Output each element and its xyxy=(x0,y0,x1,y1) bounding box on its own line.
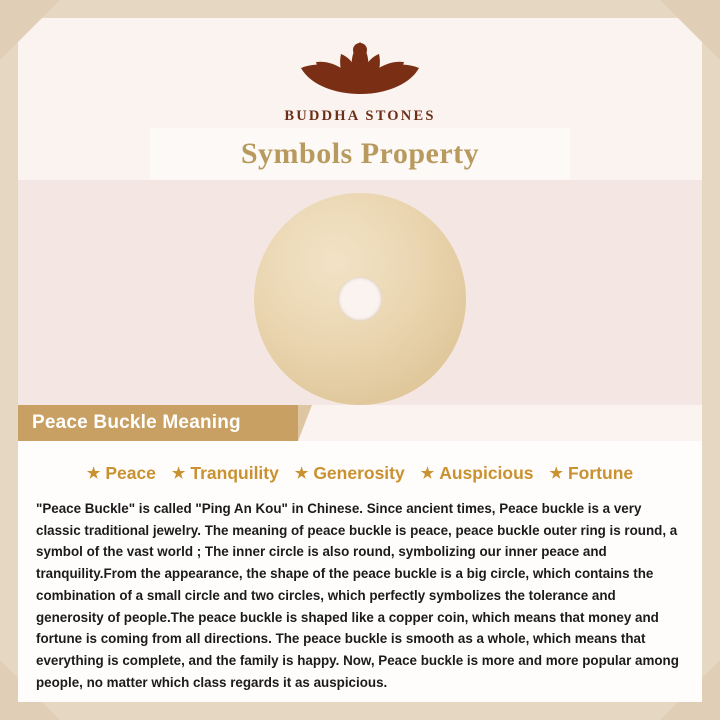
star-icon: ★ xyxy=(294,465,309,482)
keyword-item xyxy=(172,463,279,484)
keyword-item xyxy=(421,463,534,484)
brand-name: BUDDHA STONES xyxy=(284,108,436,124)
page-title: Symbols Property xyxy=(240,137,480,170)
brand-logo-block xyxy=(0,24,720,125)
star-icon: ★ xyxy=(420,465,435,482)
keyword-label: Fortune xyxy=(567,463,634,483)
peace-buckle-disc-icon xyxy=(254,193,466,405)
peace-buckle-inner-hole xyxy=(338,277,382,321)
content-area xyxy=(18,441,702,702)
star-icon: ★ xyxy=(171,465,186,482)
star-icon: ★ xyxy=(86,465,101,482)
section-header-bar xyxy=(18,405,298,441)
keyword-list xyxy=(36,463,684,484)
keyword-label: Peace xyxy=(105,463,156,483)
keyword-item xyxy=(87,463,156,484)
keyword-label: Auspicious xyxy=(439,463,534,483)
page-title-band xyxy=(150,128,570,180)
section-header-tail xyxy=(298,405,312,441)
description-paragraph: "Peace Buckle" is called "Ping An Kou" in Chinese. Since ancient times, Peace buckle is a very classic traditional jewelry. The meaning of peace buckle is peace, peace buckle outer ring is round, a symbol of the vast world ; The inner circle is also round, symbolizing our inner peace and tranquility.From the appearance, the shape of the peace buckle is a big circle, which contains the combination of a small circle and two circles, which perfectly symbolizes the tolerance and generosity of people.The peace buckle is shaped like a copper coin, which means that money and fortune is coming from all directions. The peace buckle is smooth as a whole, which means that everything is complete, and the family is happy. Now, Peace buckle is more and more popular among people, no matter which class regards it as auspicious. xyxy=(36,501,679,690)
keyword-item xyxy=(550,463,634,484)
keyword-label: Tranquility xyxy=(190,463,279,483)
keyword-item xyxy=(295,463,405,484)
lotus-meditation-icon xyxy=(285,24,435,102)
peace-buckle-image xyxy=(0,193,720,405)
section-title: Peace Buckle Meaning xyxy=(32,412,241,433)
star-icon: ★ xyxy=(549,465,563,482)
keyword-label: Generosity xyxy=(313,463,405,483)
